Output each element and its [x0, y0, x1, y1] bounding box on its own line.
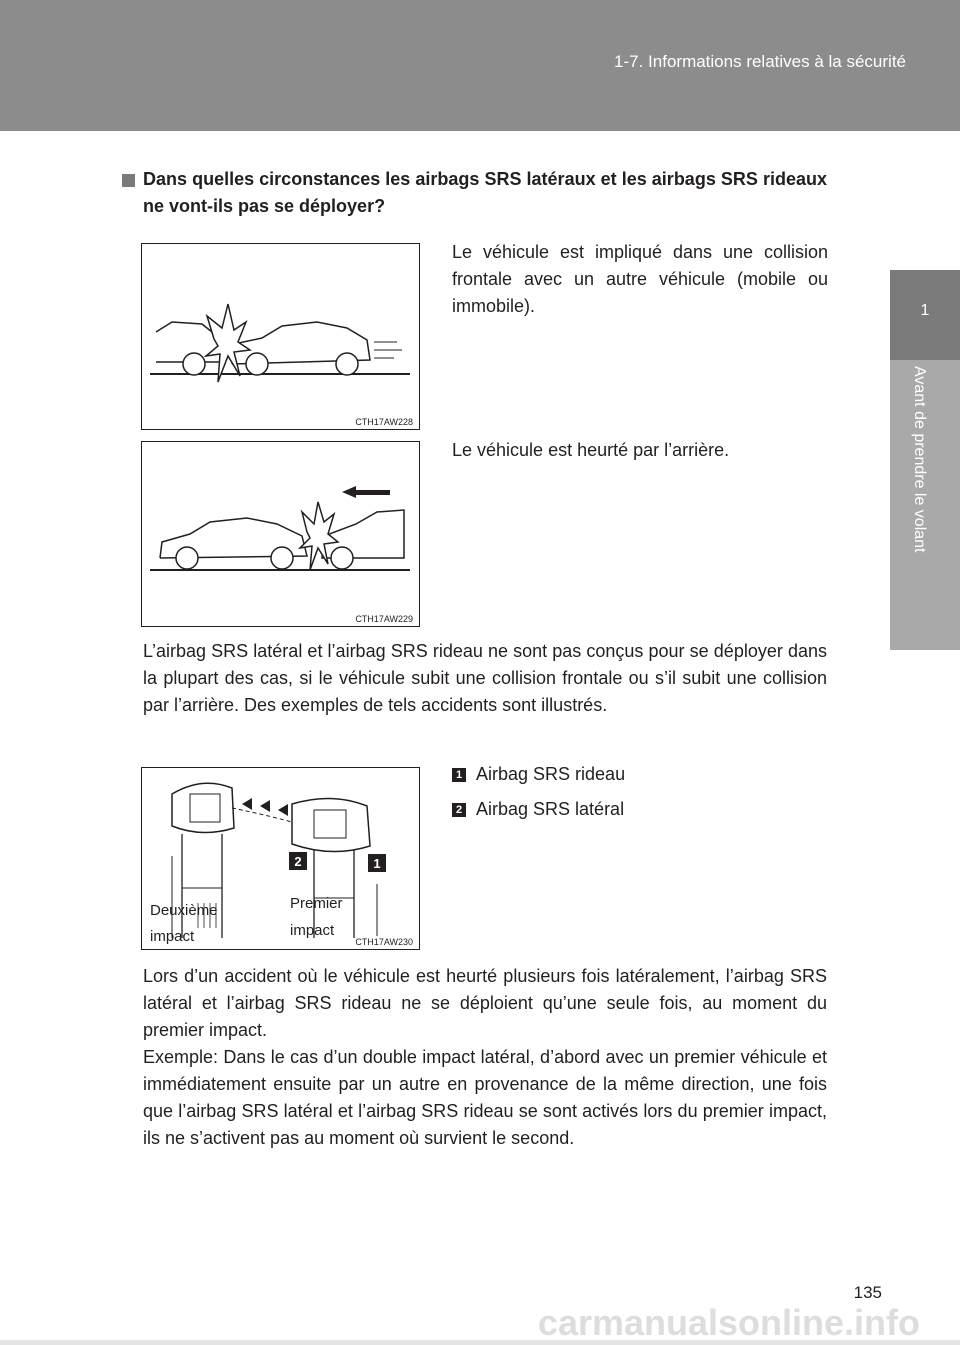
chapter-title: Avant de prendre le volant [911, 366, 928, 553]
figure-caption-frontal: Le véhicule est impliqué dans une collision frontale avec un autre véhicule (mobile ou immobile). [452, 242, 828, 316]
marker-2-label: 2 [294, 854, 302, 869]
section-heading: Dans quelles circonstances les airbags SRS latéraux et les airbags SRS rideaux ne vont-ils pas se déployer? [143, 169, 827, 216]
section-title: 1-7. Informations relatives à la sécurité [614, 52, 906, 71]
first-impact-label-line1: Premier [290, 895, 343, 912]
legend-number-2: 2 [452, 803, 466, 817]
figure-double-side-impact [141, 767, 420, 950]
chapter-title-vertical [908, 366, 928, 646]
paragraph-example: Exemple: Dans le cas d’un double impact latéral, d’abord avec un premier véhicule et immédiatement ensuite par un autre en provenance de la même direction, une fois que l’airbag SRS latéral et l’airbag SRS rideau se sont activés lors du premier impact, ils ne s’activent pas au moment où survient le second. [143, 1047, 827, 1148]
marker-1-label: 1 [373, 856, 381, 871]
rear-collision-illustration [142, 442, 419, 626]
page-number: 135 [853, 1283, 882, 1302]
figure-code: CTH17AW230 [355, 937, 413, 947]
legend-number-1: 1 [452, 768, 466, 782]
chapter-number: 1 [920, 302, 930, 319]
legend-item-side [452, 796, 624, 823]
figure-rear-collision [141, 441, 420, 627]
first-impact-label-line2: impact [290, 922, 335, 939]
frontal-collision-illustration [142, 244, 419, 429]
legend-label-side: Airbag SRS latéral [476, 799, 625, 819]
second-impact-label-line1: Deuxième [150, 902, 218, 919]
figure-code: CTH17AW229 [355, 614, 413, 624]
paragraph-not-designed: L’airbag SRS latéral et l’airbag SRS rideau ne sont pas conçus pour se déployer dans la plupart des cas, si le véhicule subit une collision frontale ou s’il subit une collision par l’arrière. Des exemples de tels accidents sont illustrés. [143, 641, 827, 715]
figure-frontal-collision [141, 243, 420, 430]
legend-item-curtain [452, 761, 625, 788]
second-impact-label-line2: impact [150, 928, 195, 945]
figure-caption-rear: Le véhicule est heurté par l’arrière. [452, 440, 730, 460]
heading-bullet-icon [122, 174, 135, 187]
figure-code: CTH17AW228 [355, 417, 413, 427]
paragraph-multiple-impacts: Lors d’un accident où le véhicule est heurté plusieurs fois latéralement, l’airbag SRS latéral et l’airbag SRS rideau ne se déploient qu’une seule fois, au moment du premier impact. [143, 966, 827, 1040]
watermark: carmanualsonline.info [537, 1302, 920, 1343]
double-side-impact-illustration [142, 768, 419, 949]
legend-label-curtain: Airbag SRS rideau [476, 764, 626, 784]
